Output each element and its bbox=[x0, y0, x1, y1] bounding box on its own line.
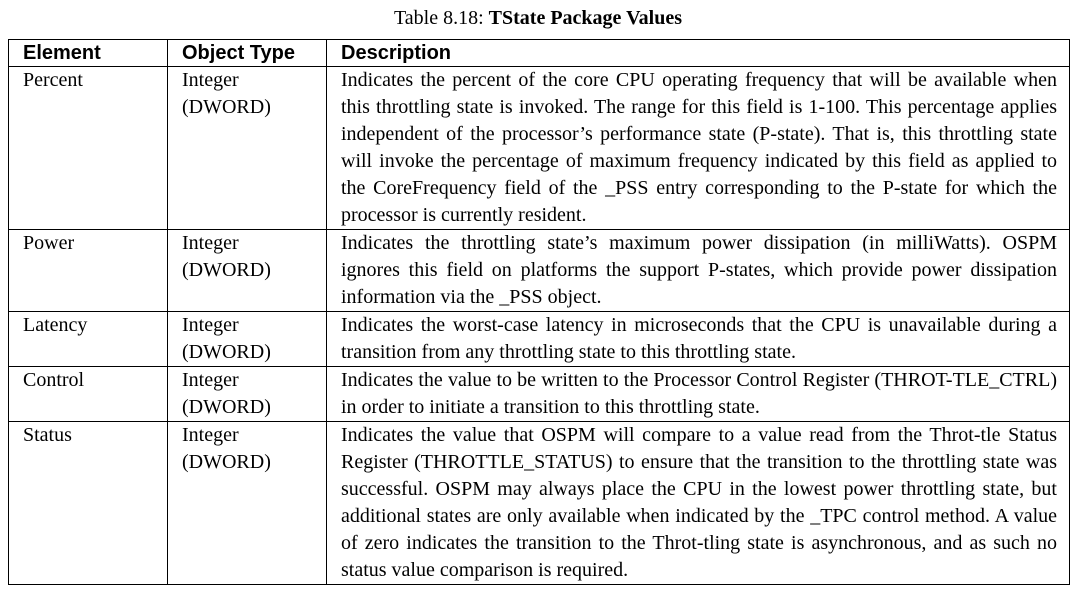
header-description: Description bbox=[327, 40, 1070, 67]
table-row bbox=[9, 367, 1070, 422]
element-cell: Status bbox=[9, 422, 168, 585]
table-number: Table 8.18: bbox=[393, 7, 484, 29]
header-row bbox=[9, 40, 1070, 67]
element-cell: Percent bbox=[9, 67, 168, 230]
object-type-cell bbox=[168, 230, 327, 312]
object-type-line: (DWORD) bbox=[182, 96, 271, 118]
description-cell: Indicates the percent of the core CPU operating frequency that will be available when this throttling state is invoked. The range for this field is 1-100. This percentage applies independent of the processor’s performance state (P-state). That is, this throttling state will invoke the percentage of maximum frequency indicated by this field as applied to the CoreFrequency field of the _PSS entry corresponding to the P-state for which the processor is currently resident. bbox=[327, 67, 1070, 230]
element-cell: Power bbox=[9, 230, 168, 312]
header-element: Element bbox=[9, 40, 168, 67]
description-cell: Indicates the worst-case latency in microseconds that the CPU is unavailable during a transition from any throttling state to this throttling state. bbox=[327, 312, 1070, 367]
object-type-line: (DWORD) bbox=[182, 259, 271, 281]
description-cell: Indicates the value that OSPM will compare to a value read from the Throt-tle Status Register (THROTTLE_STATUS) to ensure that the transition to the throttling state was successful. OSPM may always place the CPU in the lowest power throttling state, but additional states are only available when indicated by the _TPC control method. A value of zero indicates the transition to the Throt-tling state is asynchronous, and as such no status value comparison is required. bbox=[327, 422, 1070, 585]
object-type-line: Integer bbox=[182, 69, 239, 91]
description-cell: Indicates the value to be written to the Processor Control Register (THROT-TLE_CTRL) in order to initiate a transition to this throttling state. bbox=[327, 367, 1070, 422]
table-row bbox=[9, 230, 1070, 312]
object-type-line: (DWORD) bbox=[182, 451, 271, 473]
table-row bbox=[9, 67, 1070, 230]
object-type-cell bbox=[168, 67, 327, 230]
description-cell: Indicates the throttling state’s maximum power dissipation (in milliWatts). OSPM ignores this field on platforms the support P-states, which provide power dissipation information via the _PSS object. bbox=[327, 230, 1070, 312]
object-type-line: Integer bbox=[182, 314, 239, 336]
object-type-line: Integer bbox=[182, 369, 239, 391]
table-caption bbox=[0, 6, 1076, 30]
object-type-cell bbox=[168, 367, 327, 422]
table-row bbox=[9, 422, 1070, 585]
object-type-cell bbox=[168, 312, 327, 367]
element-cell: Control bbox=[9, 367, 168, 422]
object-type-line: Integer bbox=[182, 424, 239, 446]
object-type-line: (DWORD) bbox=[182, 396, 271, 418]
table-row bbox=[9, 312, 1070, 367]
element-cell: Latency bbox=[9, 312, 168, 367]
header-object-type: Object Type bbox=[168, 40, 327, 67]
object-type-line: (DWORD) bbox=[182, 341, 271, 363]
object-type-cell bbox=[168, 422, 327, 585]
tstate-package-table bbox=[8, 39, 1070, 585]
object-type-line: Integer bbox=[182, 232, 239, 254]
table-title: TState Package Values bbox=[488, 7, 683, 29]
